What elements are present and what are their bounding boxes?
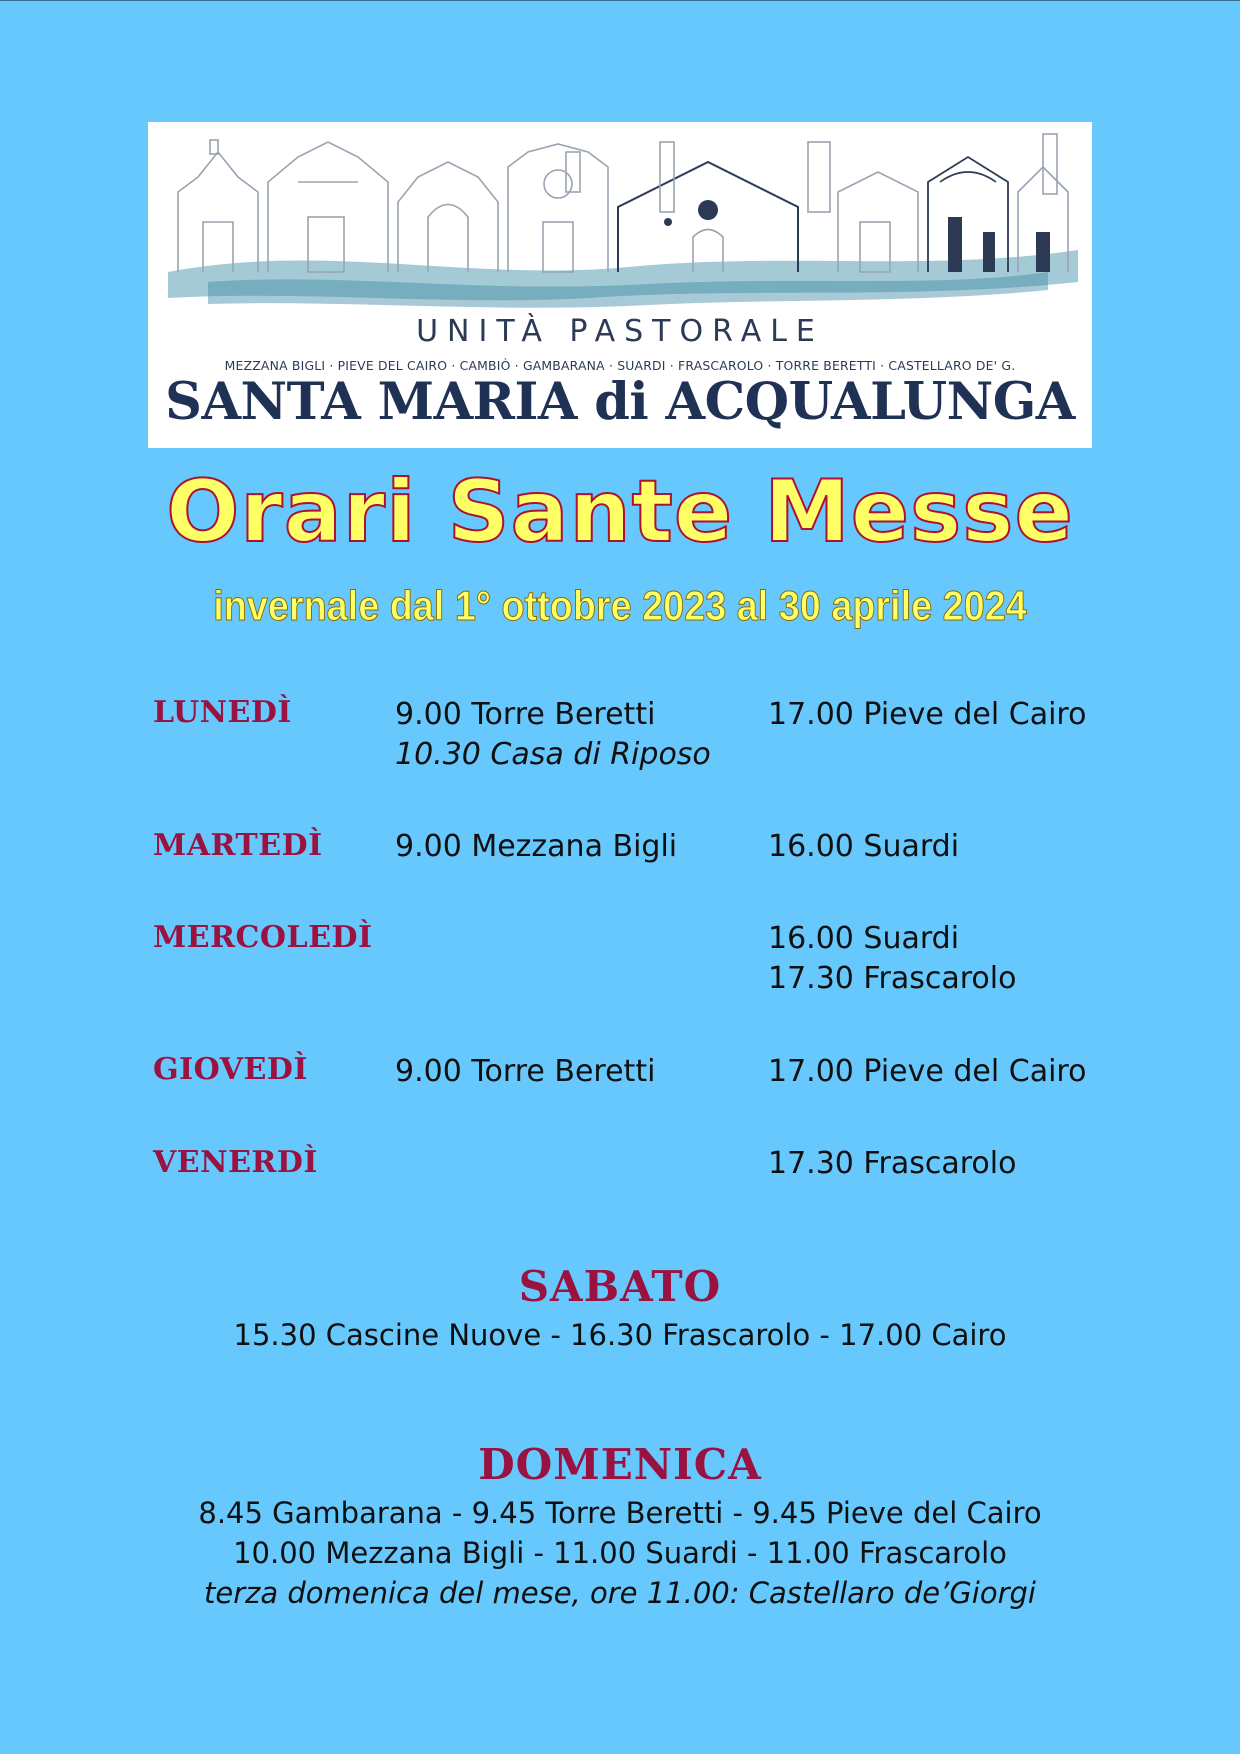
day-label-mercoledi: MERCOLEDÌ [153,920,373,955]
sunday-masses-line-2: 10.00 Mezzana Bigli - 11.00 Suardi - 11.00 Frascarolo [233,1536,1007,1570]
saturday-heading: SABATO [518,1262,722,1311]
day-label-martedi: MARTEDÌ [153,828,323,863]
mass-time-entry: 9.00 Torre Beretti [395,1054,656,1089]
day-label-giovedi: GIOVEDÌ [153,1052,308,1087]
mass-time-entry: 17.00 Pieve del Cairo [768,1054,1087,1089]
page-title: Orari Sante Messe [166,462,1074,562]
churches-skyline-illustration [148,122,1092,312]
mass-time-entry: 17.30 Frascarolo [768,1146,1017,1181]
logo-subtitle: UNITÀ PASTORALE [416,314,824,349]
saturday-masses: 15.30 Cascine Nuove - 16.30 Frascarolo - 17.00 Cairo [233,1318,1007,1352]
sunday-heading: DOMENICA [478,1440,762,1489]
mass-time-entry: 16.00 Suardi [768,921,960,956]
mass-time-entry: 9.00 Torre Beretti [395,697,656,732]
mass-time-entry: 9.00 Mezzana Bigli [395,829,678,864]
mass-time-entry: 16.00 Suardi [768,829,960,864]
mass-time-entry: 17.00 Pieve del Cairo [768,697,1087,732]
logo-parish-list: MEZZANA BIGLI · PIEVE DEL CAIRO · CAMBIÒ · GAMBARANA · SUARDI · FRASCAROLO · TORRE BERETTI · CASTELLARO DE' G. [224,358,1016,373]
sunday-masses-line-1: 8.45 Gambarana - 9.45 Torre Beretti - 9.45 Pieve del Cairo [198,1496,1042,1530]
parish-logo [148,122,1092,448]
sunday-note: terza domenica del mese, ore 11.00: Castellaro de’Giorgi [204,1576,1036,1610]
logo-parish-name: SANTA MARIA di ACQUALUNGA [165,372,1075,432]
mass-time-entry: 17.30 Frascarolo [768,961,1017,996]
mass-time-entry: 10.30 Casa di Riposo [395,737,711,772]
day-label-venerdi: VENERDÌ [153,1145,318,1180]
page-subtitle: invernale dal 1° ottobre 2023 al 30 aprile 2024 [213,582,1027,629]
day-label-lunedi: LUNEDÌ [153,695,292,730]
